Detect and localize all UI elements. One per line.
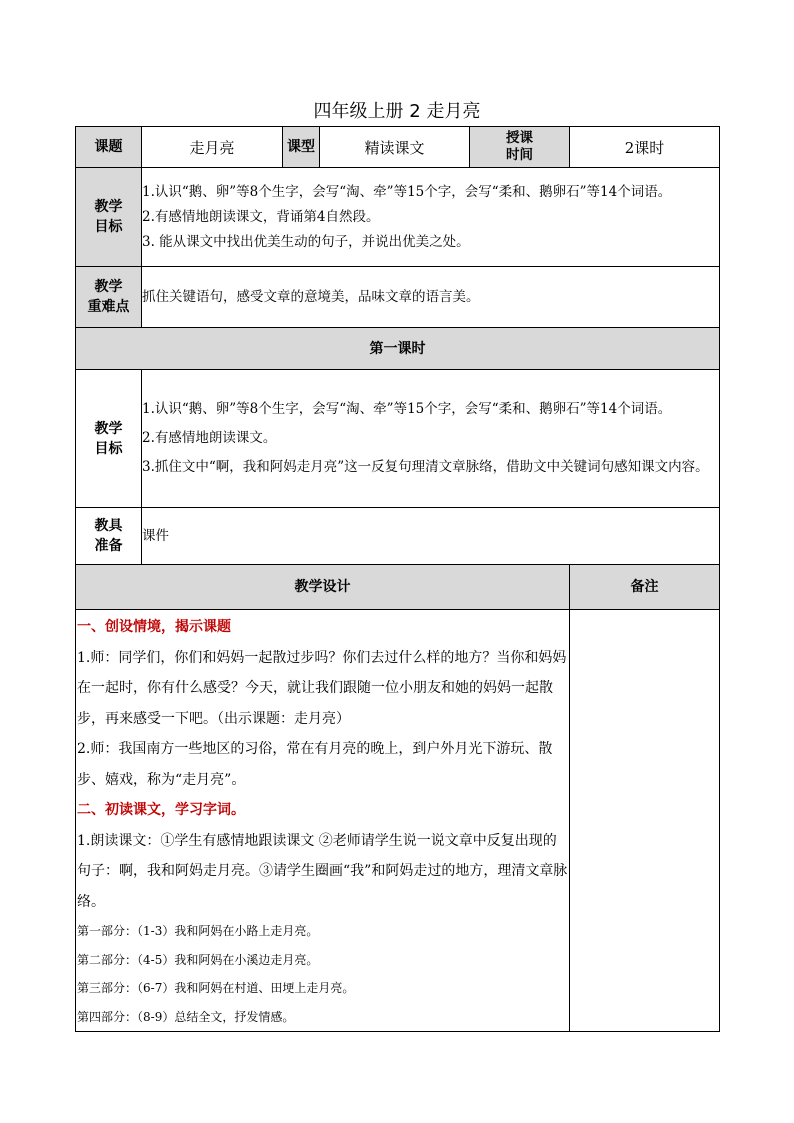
- header-row: [76, 127, 720, 168]
- hours-label-line-1: 授课: [506, 130, 534, 146]
- hours-value: 2课时: [570, 127, 720, 168]
- lesson-one-goals-content: [142, 370, 720, 508]
- key-points-label-line-2: 重难点: [87, 299, 130, 315]
- goals-label: [76, 168, 142, 267]
- design-content-row: [76, 610, 720, 1032]
- lesson-one-goals-label: [76, 370, 142, 508]
- goals-row: [76, 168, 720, 267]
- notes-header: 备注: [570, 565, 720, 610]
- tools-label-line-1: 教具: [94, 518, 123, 534]
- part-line: 第一部分：（1-3）我和阿妈在小路上走月亮。: [77, 924, 319, 938]
- part-line: 第四部分：（8-9）总结全文，抒发情感。: [77, 1009, 295, 1024]
- design-header-row: [76, 565, 720, 610]
- goals-label-line-1: 教学: [94, 199, 123, 215]
- part-line: 第二部分：（4-5）我和阿妈在小溪边走月亮。: [77, 952, 319, 967]
- lesson-one-goals-label-line-2: 目标: [94, 440, 123, 457]
- lesson-one-goals-row: [76, 370, 720, 508]
- part-line: 第三部分：（6-7）我和阿妈在村道、田埂上走月亮。: [77, 981, 355, 995]
- document-title: 四年级上册 2 走月亮: [313, 101, 481, 122]
- notes-cell: [570, 610, 720, 1032]
- goals-label-line-2: 目标: [94, 219, 123, 235]
- section-title: 二、初读课文，学习字词。: [77, 802, 245, 818]
- goal-line: 1.认识“鹅、卵”等8个生字，会写“淘、牵”等15个字，会写“柔和、鹅卵石”等14个词语。: [142, 183, 672, 200]
- hours-label: [470, 127, 570, 168]
- lesson-one-title: 第一课时: [76, 328, 720, 370]
- goal-line: 3. 能从课文中找出优美生动的句子，并说出优美之处。: [142, 233, 470, 250]
- section-title: 一、创设情境，揭示课题: [77, 619, 231, 635]
- lesson-one-row: [76, 328, 720, 370]
- topic-label: 课题: [76, 127, 142, 168]
- design-header: 教学设计: [76, 565, 570, 610]
- tools-label: [76, 508, 142, 565]
- lesson-one-goals-label-line-1: 教学: [94, 420, 123, 437]
- key-points-label-line-1: 教学: [94, 279, 123, 295]
- key-points-row: [76, 267, 720, 328]
- lesson-one-goal-line: 1.认识“鹅、卵”等8个生字，会写“淘、牵”等15个字，会写“柔和、鹅卵石”等14个词语。: [142, 401, 672, 417]
- lesson-plan-table: [75, 126, 720, 1032]
- tools-label-line-2: 准备: [94, 538, 123, 554]
- key-points-label: [76, 267, 142, 328]
- design-paragraph: 1.师：同学们，你们和妈妈一起散过步吗？你们去过什么样的地方？当你和妈妈在一起时，你有什么感受？今天，就让我们跟随一位小朋友和她的妈妈一起散步，再来感受一下吧。（出示课题：走月亮）: [77, 649, 567, 727]
- lesson-one-goal-line: 2.有感情地朗读课文。: [142, 430, 277, 446]
- lesson-one-goal-line: 3.抓住文中“啊，我和阿妈走月亮”这一反复句理清文章脉络，借助文中关键词句感知课文内容。: [142, 459, 709, 475]
- hours-label-line-2: 时间: [506, 147, 534, 163]
- design-content: [76, 610, 570, 1032]
- tools-value: 课件: [142, 508, 720, 565]
- type-label: 课型: [283, 127, 320, 168]
- tools-row: [76, 508, 720, 565]
- key-points-text: 抓住关键语句，感受文章的意境美，品味文章的语言美。: [142, 267, 720, 328]
- design-paragraph: 1.朗读课文：①学生有感情地跟读课文 ②老师请学生说一说文章中反复出现的句子：啊，我和阿妈走月亮。③请学生圈画“我”和阿妈走过的地方，理清文章脉络。: [77, 832, 568, 910]
- design-paragraph: 2.师：我国南方一些地区的习俗，常在有月亮的晚上，到户外月光下游玩、散步、嬉戏，称为“走月亮”。: [77, 741, 553, 788]
- type-value: 精读课文: [320, 127, 470, 168]
- topic-value: 走月亮: [142, 127, 283, 168]
- goals-content: [142, 168, 720, 267]
- goal-line: 2.有感情地朗读课文，背诵第4自然段。: [142, 208, 380, 225]
